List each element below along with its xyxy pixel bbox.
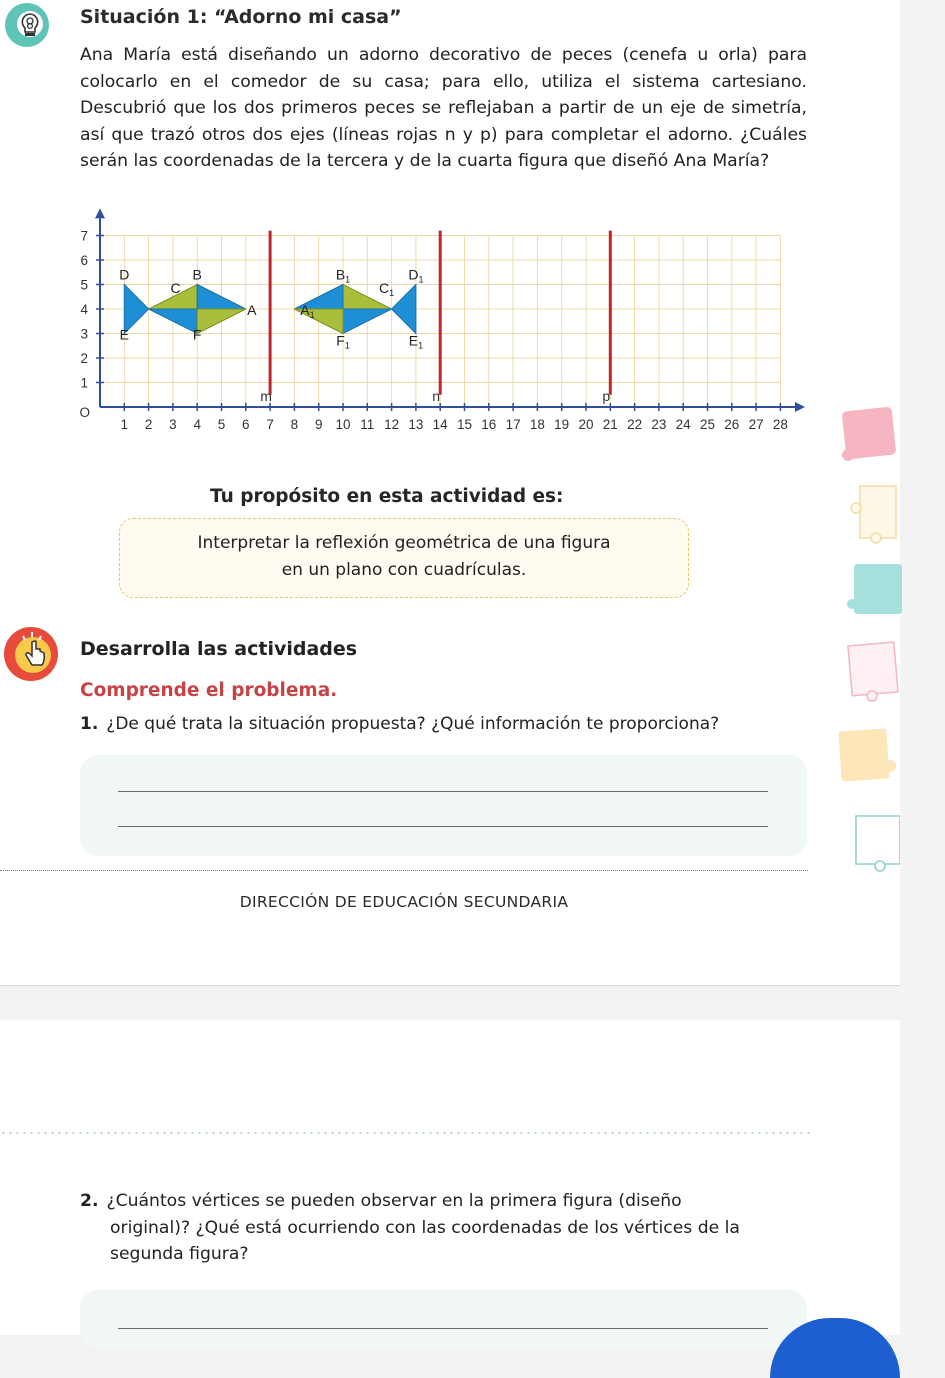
purpose-title: Tu propósito en esta actividad es: [210,486,564,507]
hand-pointer-icon [3,626,59,682]
answer-line[interactable] [118,826,768,827]
question-2-line-2: original)? ¿Qué está ocurriendo con las coordenadas de los vértices de la [110,1217,740,1238]
point-label-subscript: 1 [389,287,395,298]
answer-line[interactable] [118,791,768,792]
symmetry-label-m: m [260,387,272,404]
x-tick-label: 4 [193,417,201,432]
x-tick-label: 8 [290,417,299,432]
x-tick-label: 26 [724,417,740,432]
situation-paragraph: Ana María está diseñando un adorno decorativo de peces (cenefa u orla) para colocarlo en el comedor de su casa; para ello, utiliza el sistema cartesiano. Descubrió que los dos primeros peces se reflejaban a partir de un eje de simetría, así que trazó otros dos ejes (líneas rojas n y p) para completar el adorno. ¿Cuáles serán las coordenadas de la tercera y de la cuarta figura que diseñó Ana María? [80,45,807,172]
x-tick-label: 7 [266,417,274,432]
x-tick-label: 23 [651,417,667,432]
x-tick-label: 16 [481,417,497,432]
lightbulb-icon [4,2,50,48]
point-label-F: F [192,326,202,343]
page-separator [0,985,900,1021]
puzzle-piece-icon [846,560,902,620]
fish-tail [392,285,416,334]
x-tick-label: 6 [242,417,250,432]
symmetry-label-n: n [432,387,441,404]
activities-title: Desarrolla las actividades [80,638,358,660]
y-tick-label: 2 [80,351,88,366]
y-tick-label: 5 [80,277,88,293]
puzzle-piece-icon [836,726,900,788]
point-label-subscript: 1 [344,340,350,351]
point-label-E1: $E_1$ [408,332,424,351]
puzzle-piece-icon [838,405,900,470]
x-tick-label: 24 [675,417,691,432]
answer-box-2[interactable] [80,1290,807,1350]
puzzle-piece-icon [842,636,900,704]
situation-title: Situación 1: “Adorno mi casa” [80,6,402,28]
x-tick-label: 17 [505,417,521,432]
x-tick-label: 21 [602,417,618,432]
divider [0,870,808,871]
cartesian-graph [60,200,820,440]
question-1-text: ¿De qué trata la situación propuesta? ¿Qué información te proporciona? [106,714,720,734]
point-label-C: C [170,279,181,296]
y-tick-label: 7 [80,228,88,244]
point-label-A: A [247,302,257,318]
question-1 [80,714,719,734]
x-tick-label: 2 [144,417,153,432]
x-tick-label: 12 [384,417,400,432]
point-label-subscript: 1 [418,340,424,351]
x-tick-label: 13 [408,417,424,432]
point-label-D: D [119,266,130,283]
y-axis-arrow [95,208,105,218]
x-tick-label: 11 [360,417,375,432]
x-axis-arrow [795,402,805,412]
x-tick-label: 27 [748,417,764,432]
point-label-subscript: 1 [345,274,351,285]
y-tick-label: 3 [80,326,88,342]
x-tick-label: 15 [456,417,473,432]
purpose-box [119,518,689,598]
dotted-divider [0,1132,812,1134]
answer-box-1[interactable] [80,755,807,856]
comprehend-subtitle: Comprende el problema. [80,680,338,701]
x-tick-label: 3 [169,417,177,432]
x-tick-label: 22 [627,417,643,432]
origin-label: O [79,405,90,420]
puzzle-piece-icon [846,480,900,548]
x-tick-label: 25 [699,417,716,432]
puzzle-piece-icon [852,812,900,874]
y-tick-label: 1 [80,375,88,391]
question-2-line-1: ¿Cuántos vértices se pueden observar en la primera figura (diseño [106,1191,682,1211]
worksheet-page-2 [0,1020,900,1335]
purpose-line-2: en un plano con cuadrículas. [281,560,527,580]
question-2 [80,1188,807,1268]
x-tick-label: 1 [120,417,129,432]
x-tick-label: 19 [554,417,570,432]
point-label-B: B [192,266,202,283]
point-label-F1: $F_1$ [336,332,350,351]
point-label-subscript: 1 [309,310,315,320]
point-label-D1: $D_1$ [408,266,424,285]
x-tick-label: 14 [432,417,448,432]
question-1-number: 1. [80,714,99,734]
point-label-C1: $C_1$ [379,279,395,298]
footer-text: DIRECCIÓN DE EDUCACIÓN SECUNDARIA [239,893,569,911]
question-2-line-3: segunda figura? [110,1244,249,1265]
point-label-B1: $B_1$ [335,266,351,285]
purpose-line-1: Interpretar la reflexión geométrica de una figura [197,533,611,553]
symmetry-label-p: p [602,387,611,404]
x-tick-label: 5 [217,417,226,432]
x-tick-label: 28 [772,417,788,432]
question-2-number: 2. [80,1191,99,1211]
point-label-A1: $A_1$ [300,302,315,320]
point-label-subscript: 1 [418,274,424,285]
point-label-E: E [119,326,129,343]
right-margin [900,0,945,1335]
y-tick-label: 6 [80,253,88,268]
x-tick-label: 20 [578,417,594,432]
x-tick-label: 10 [335,417,351,432]
answer-line[interactable] [118,1328,768,1329]
y-tick-label: 4 [80,302,88,317]
x-tick-label: 18 [529,417,545,432]
x-tick-label: 9 [314,417,323,432]
